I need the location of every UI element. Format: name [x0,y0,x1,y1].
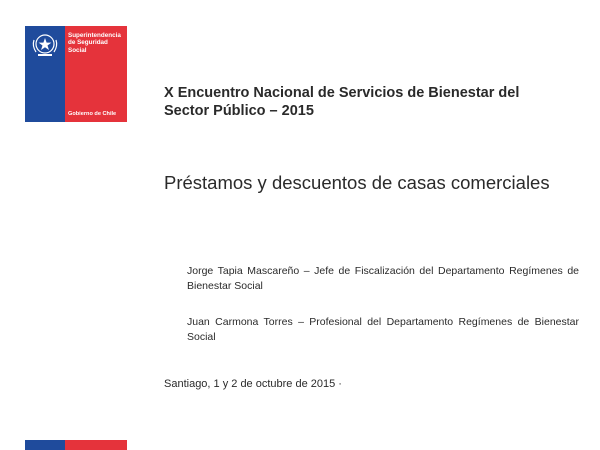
logo-name-line: Superintendencia [68,32,121,39]
logo-name-line: Social [68,46,87,54]
presentation-subtitle: Préstamos y descuentos de casas comerciales [164,172,550,193]
institution-logo [25,26,127,122]
presenter-2: Juan Carmona Torres – Profesional del Departamento Regímenes de Bienestar Social [187,316,579,343]
title-line: X Encuentro Nacional de Servicios de Bienestar del [164,85,520,101]
logo-footer-text: Gobierno de Chile [68,111,117,117]
bottom-bar-blue [25,440,65,450]
place-and-date: Santiago, 1 y 2 de octubre de 2015 · [164,378,342,390]
bottom-bar-red [65,440,127,450]
bottom-flag-bar [25,440,127,450]
logo-name-line: de Seguridad [68,39,108,47]
logo-blue-panel [25,26,65,122]
logo-institution-name [68,32,121,54]
logo-red-panel [65,26,127,122]
presenter-1: Jorge Tapia Mascareño – Jefe de Fiscalización del Departamento Regímenes de Bienestar Social [187,265,579,292]
coat-of-arms-icon [30,30,60,60]
title-line: Sector Público – 2015 [164,103,314,119]
presentation-title [164,84,564,120]
